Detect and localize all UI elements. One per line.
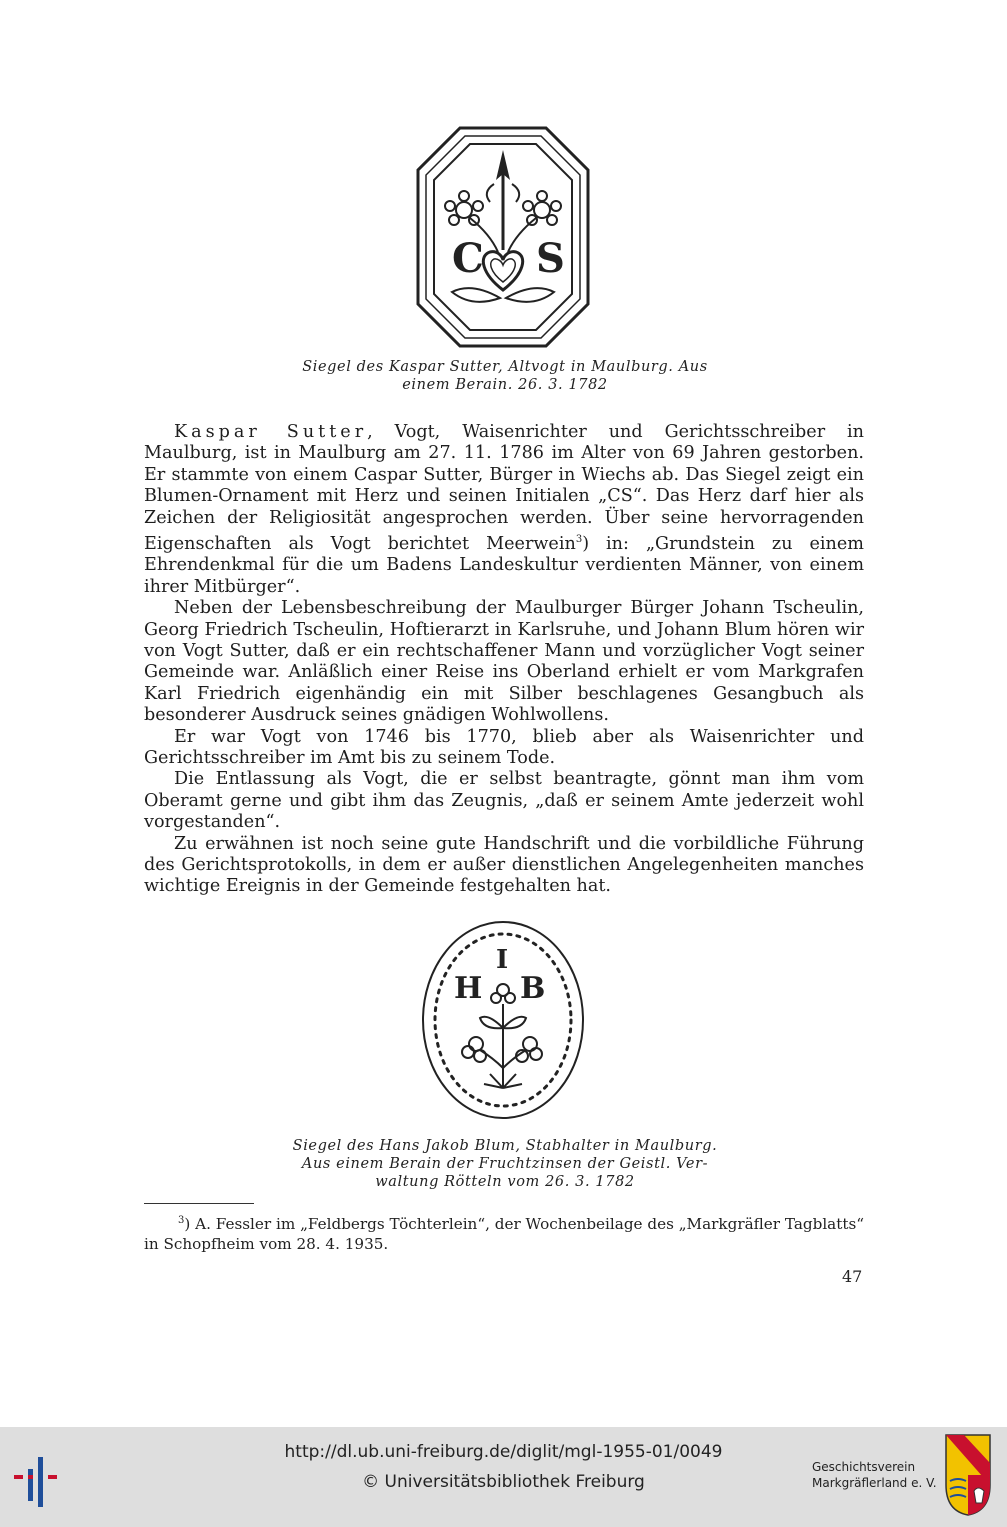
seal-kaspar-sutter-image [412,122,594,352]
paragraph-1-text: , Vogt, Waisenrichter und Gerichtsschreiber in Maulburg, ist in Maulburg am 27. 11. 1786 im Alter von 69 Jahren gestorben. Er stammte von einem Caspar Sutter, Bürger in Wiechs ab. Das Siegel zeigt ein Blumen-Ornament mit Herz und seinen Initialen „CS“. Das Herz darf hier als Zeichen der Religiosität angesprochen werden. Über seine hervorragenden Eigenschaften als Vogt berichtet Meerwein [144,422,865,554]
permalink-url[interactable]: http://dl.ub.uni-freiburg.de/diglit/mgl-1955-01/0049 [284,1442,723,1462]
paragraph-5: Zu erwähnen ist noch seine gute Handschrift und die vorbildliche Führung des Gerichtsprotokolls, in dem er außer dienstlichen Angelegenheiten manches wichtige Ereignis in der Gemeinde festgehalten hat. [144,833,864,897]
seal2-caption-line1: Siegel des Hans Jakob Blum, Stabhalter in Maulburg. [292,1138,718,1154]
paragraph-1 [144,422,864,598]
seal-hans-jakob-blum-image [418,918,588,1122]
seal1-initial-s: S [536,235,565,282]
seal1-caption [250,358,760,394]
seal1-caption-line1: Siegel des Kaspar Sutter, Altvogt in Maulburg. Aus [302,359,708,375]
coat-of-arms-icon [944,1433,992,1517]
seal1-caption-line2: einem Berain. 26. 3. 1782 [402,377,608,393]
footnote-divider [144,1203,254,1204]
page-number: 47 [842,1267,863,1286]
paragraph-3: Er war Vogt von 1746 bis 1770, blieb aber als Waisenrichter und Gerichtsschreiber im Amt bis zu seinem Tode. [144,726,864,768]
society-line2: Markgräflerland e. V. [812,1476,937,1490]
paragraph-4: Die Entlassung als Vogt, die er selbst beantragte, gönnt man ihm vom Oberamt gerne und gibt ihm das Zeugnis, „daß er seinem Amte jederzeit wohl vorgestanden“. [144,769,864,833]
seal2-caption-line3: waltung Rötteln vom 26. 3. 1782 [375,1174,635,1190]
seal2-initial-b: B [520,971,546,1006]
footnote [144,1211,864,1254]
seal2-caption-line2: Aus einem Berain der Fruchtzinsen der Geistl. Ver- [301,1156,709,1172]
paragraph-1-text-cont: ) in: „Grundstein zu einem Ehrendenkmal für die um Badens Landeskultur verdienten Männer, von einem ihrer Mitbürger“. [144,533,864,597]
society-name [812,1459,937,1491]
seal2-caption [240,1137,770,1191]
seal1-initial-c: C [452,235,484,282]
seal2-initial-i: I [496,945,509,975]
viewer-footer [0,1427,1007,1527]
footnote-marker: 3 [178,1215,185,1226]
person-name: Kaspar Sutter [174,422,368,442]
article-body [144,422,864,898]
society-line1: Geschichtsverein [812,1460,916,1474]
paragraph-2: Neben der Lebensbeschreibung der Maulburger Bürger Johann Tscheulin, Georg Friedrich Tscheulin, Hoftierarzt in Karlsruhe, und Johann Blum hören wir von Vogt Sutter, daß er ein rechtschaffener Mann und vorzüglicher Vogt seiner Gemeinde war. Anläßlich einer Reise ins Oberland erhielt er vom Markgrafen Karl Friedrich eigenhändig ein mit Silber beschlagenes Gesangbuch als besonderer Ausdruck seines gnädigen Wohlwollens. [144,598,864,726]
seal2-initial-h: H [454,971,483,1006]
footnote-ref: 3 [575,534,583,546]
footnote-text: ) A. Fessler im „Feldbergs Töchterlein“, der Wochenbeilage des „Markgräfler Tagblatts“ in Schopfheim vom 28. 4. 1935. [144,1215,864,1254]
copyright-notice: © Universitätsbibliothek Freiburg [362,1472,645,1492]
